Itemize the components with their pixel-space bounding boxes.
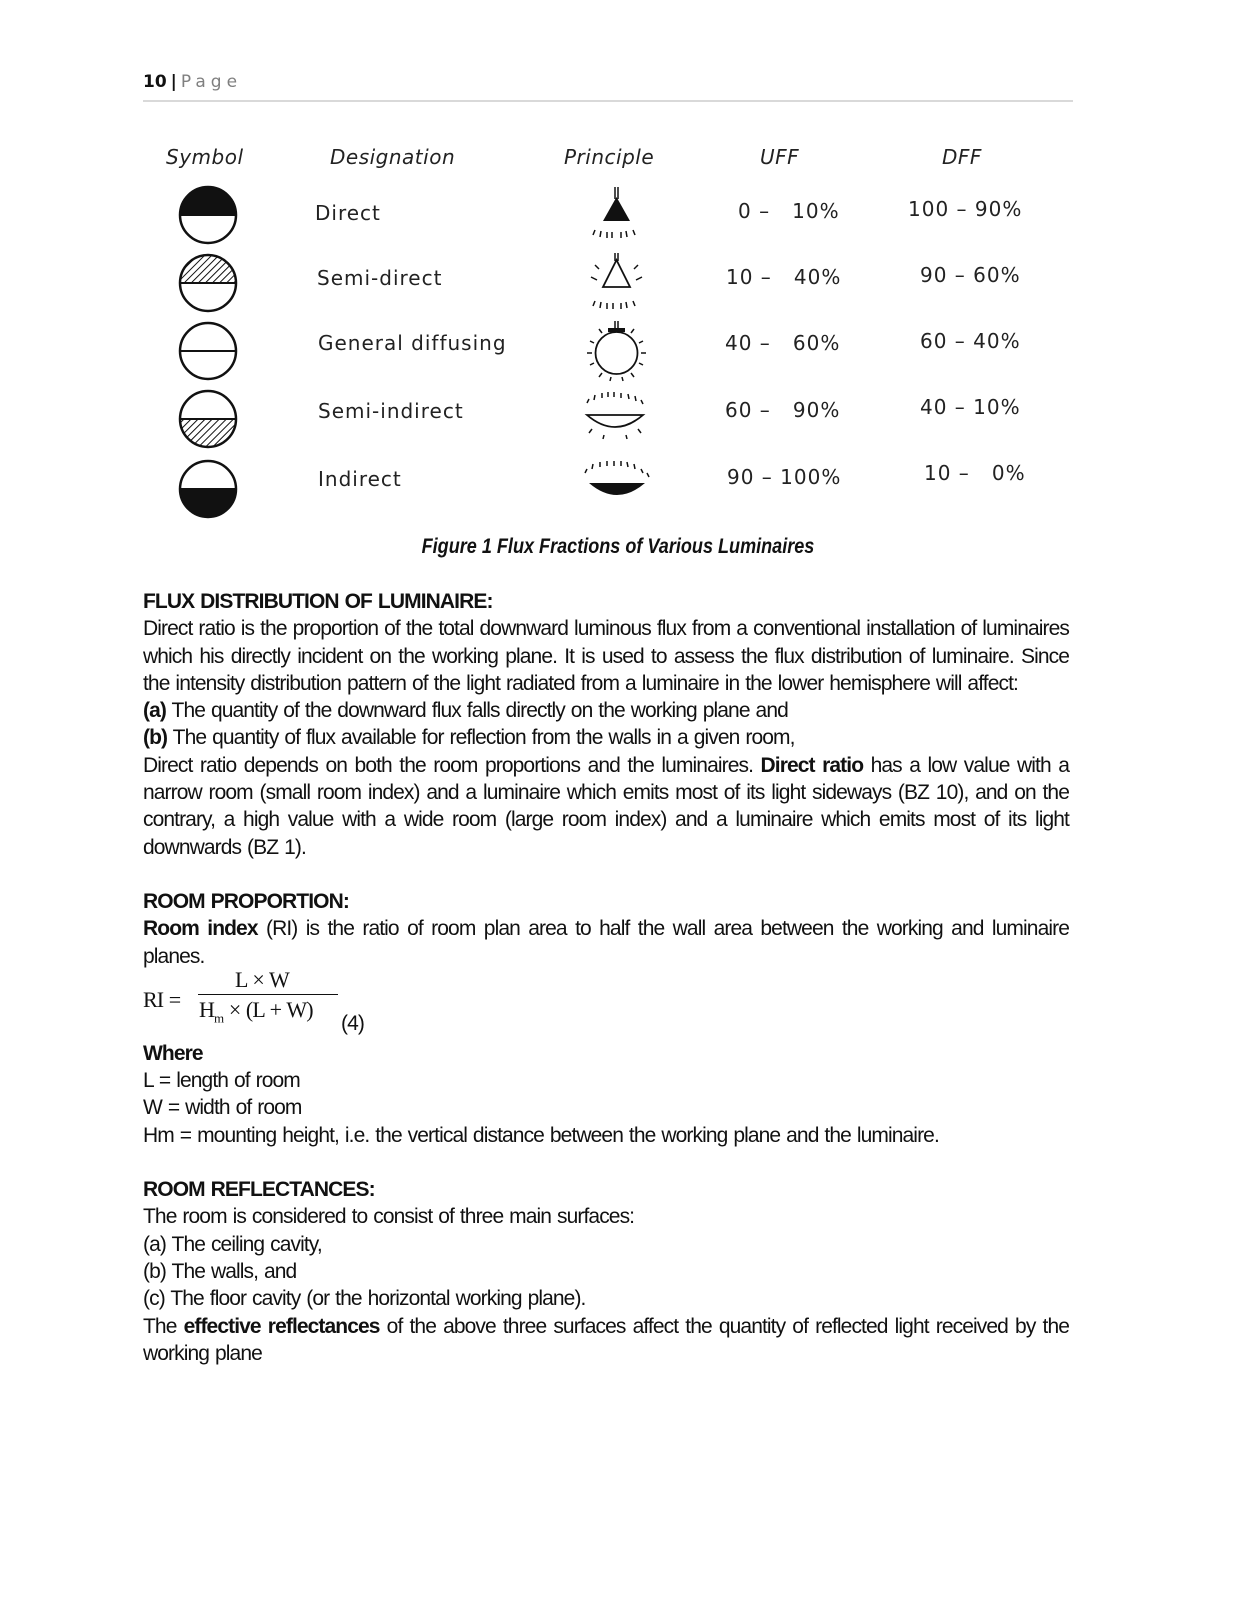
uff-indirect: 90 – 100%	[727, 465, 842, 489]
where-label: Where	[143, 1041, 203, 1065]
formula-lhs: RI =	[143, 986, 181, 1012]
page-number: 10	[143, 72, 167, 92]
top-half-solid-circle-icon	[178, 185, 238, 245]
divided-circle-icon	[178, 321, 238, 381]
para2-start: Direct ratio depends on both the room proportions and the luminaires.	[143, 753, 761, 777]
heading-flux-distribution: FLUX DISTRIBUTION OF LUMINAIRE:	[143, 590, 493, 613]
closing-end: of the above three surfaces affect the quantity of reflected light received by the working plane	[143, 1314, 1069, 1365]
designation-general-diffusing: General diffusing	[318, 331, 507, 355]
reflectances-intro: The room is considered to consist of three main surfaces:	[143, 1205, 635, 1229]
header-symbol: Symbol	[166, 145, 244, 169]
fraction-bar	[198, 994, 338, 995]
uff-semi-indirect: 60 – 90%	[725, 398, 841, 422]
paragraph-room-index	[143, 915, 1069, 970]
equation-number: (4)	[341, 1011, 364, 1035]
uff-general-diffusing: 40 – 60%	[725, 331, 841, 355]
bottom-half-solid-circle-icon	[178, 459, 238, 519]
luminaire-flux-figure	[140, 135, 1080, 535]
semi-direct-luminaire-icon	[577, 251, 657, 313]
page-header	[143, 72, 1073, 102]
heading-room-proportion: ROOM PROPORTION:	[143, 889, 349, 913]
uff-semi-direct: 10 – 40%	[726, 265, 842, 289]
dff-semi-direct: 90 – 60%	[920, 263, 1021, 287]
designation-semi-indirect: Semi-indirect	[318, 399, 464, 423]
term-room-index: Room index	[143, 917, 258, 941]
page-label: Page	[180, 72, 243, 92]
formula-denominator	[199, 996, 313, 1032]
dff-semi-indirect: 40 – 10%	[920, 395, 1021, 419]
denominator-rest: × (L + W)	[223, 996, 313, 1022]
indirect-luminaire-icon	[577, 457, 657, 519]
semi-indirect-luminaire-icon	[577, 391, 657, 453]
uff-direct: 0 – 10%	[738, 199, 840, 223]
definition-mounting-height: Hm = mounting height, i.e. the vertical distance between the working plane and the luminaire.	[143, 1123, 939, 1147]
closing-start: The	[143, 1314, 184, 1338]
list-item-b	[143, 724, 1069, 751]
dff-direct: 100 – 90%	[908, 197, 1023, 221]
heading-room-reflectances: ROOM REFLECTANCES:	[143, 1178, 375, 1202]
paragraph-effective-reflectances	[143, 1313, 1069, 1368]
formula-numerator: L × W	[235, 966, 289, 992]
denominator-h: H	[199, 996, 214, 1022]
document-body	[143, 588, 1069, 1367]
direct-luminaire-icon	[577, 185, 657, 247]
dff-general-diffusing: 60 – 40%	[920, 329, 1021, 353]
designation-indirect: Indirect	[318, 467, 402, 491]
dff-indirect: 10 – 0%	[924, 461, 1026, 485]
denominator-subscript: m	[214, 1010, 224, 1026]
paragraph-direct-ratio: Direct ratio is the proportion of the total downward luminous flux from a conventional installation of luminaires which his directly incident on the working plane. It is used to assess the flux distribution of luminaire. Since the intensity distribution pattern of the light radiated from a luminaire in the lower hemisphere will affect:	[143, 617, 1069, 695]
paragraph-direct-ratio-depends	[143, 752, 1069, 861]
term-direct-ratio: Direct ratio	[760, 753, 864, 777]
diffusing-globe-icon	[577, 321, 657, 383]
item-a-text: The quantity of the downward flux falls directly on the working plane and	[165, 699, 788, 723]
term-effective-reflectances: effective reflectances	[183, 1314, 380, 1338]
item-a-label: (a)	[143, 699, 166, 723]
item-b-text: The quantity of flux available for reflection from the walls in a given room,	[167, 726, 795, 750]
designation-direct: Direct	[315, 201, 381, 225]
para2-end: has a low value with a narrow room (small room index) and a luminaire which emits most of its light sideways (BZ 10), and on the contrary, a high value with a wide room (large room index) and a luminaire which emits most of its light downwards (BZ 1).	[143, 753, 1069, 859]
header-principle: Principle	[564, 145, 655, 169]
header-designation: Designation	[330, 145, 456, 169]
bottom-half-hatched-circle-icon	[178, 389, 238, 449]
definition-width: W = width of room	[143, 1096, 302, 1120]
header-dff: DFF	[942, 145, 982, 169]
surface-ceiling: (a) The ceiling cavity,	[143, 1232, 322, 1256]
page-separator: |	[170, 72, 177, 92]
surface-floor: (c) The floor cavity (or the horizontal working plane).	[143, 1287, 586, 1311]
surface-walls: (b) The walls, and	[143, 1259, 297, 1283]
room-index-definition: (RI) is the ratio of room plan area to half the wall area between the working and luminaire planes.	[143, 917, 1069, 968]
item-b-label: (b)	[143, 726, 168, 750]
designation-semi-direct: Semi-direct	[317, 266, 443, 290]
room-index-formula	[143, 966, 1069, 1040]
definition-length: L = length of room	[143, 1069, 300, 1093]
list-item-a	[143, 697, 1069, 724]
header-uff: UFF	[760, 145, 800, 169]
top-half-hatched-circle-icon	[178, 253, 238, 313]
figure-caption: Figure 1 Flux Fractions of Various Luminaires	[421, 535, 815, 558]
